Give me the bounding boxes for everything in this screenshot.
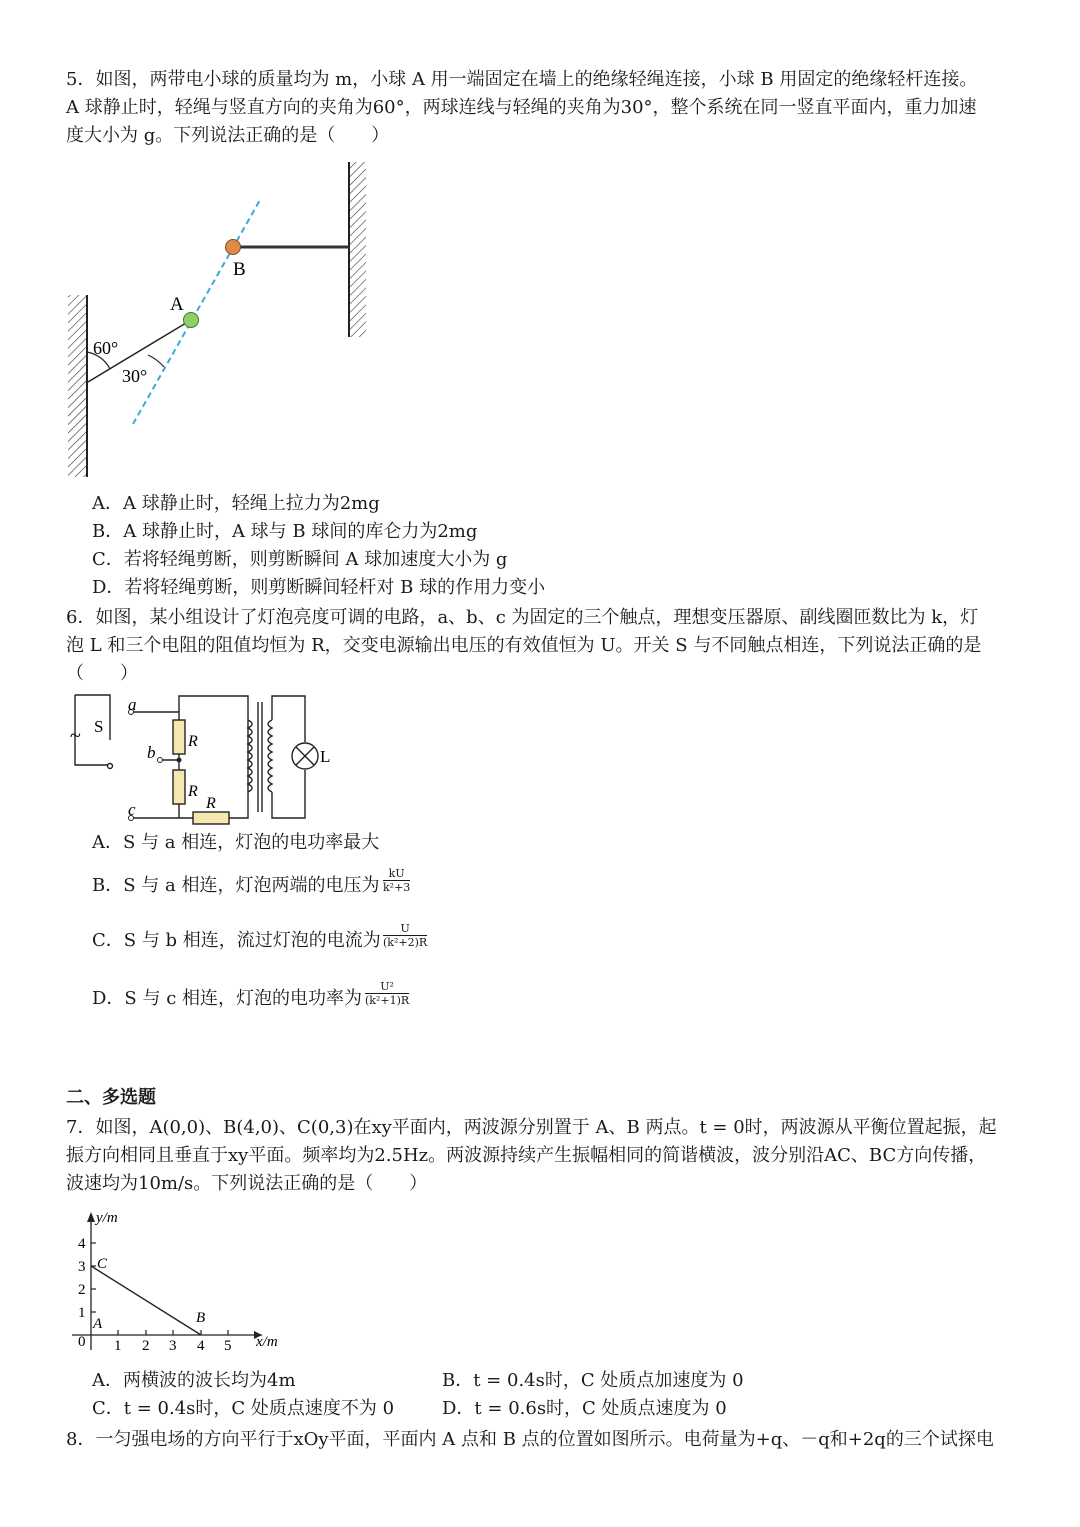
- angle-60-label: 60°: [93, 338, 119, 358]
- q7-line2: 振方向相同且垂直于xy平面。频率均为2.5Hz。两波源持续产生振幅相同的简谐横波，波分别沿AC、BC方向传播，: [66, 1145, 987, 1166]
- fraction-denominator: (k²+2)R: [383, 936, 428, 949]
- fraction-numerator: U: [383, 922, 427, 936]
- label-r3: R: [206, 795, 216, 812]
- q7-line1: 7．如图，A(0,0)、B(4,0)、C(0,3)在xy平面内，两波源分别置于 A、B 两点。t = 0时，两波源从平衡位置起振，起: [66, 1117, 997, 1138]
- origin-label: 0: [78, 1334, 86, 1350]
- x-tick-label-1: 1: [114, 1338, 122, 1354]
- q5-option-b: B．A 球静止时，A 球与 B 球间的库仑力为2mg: [92, 521, 478, 542]
- segment-cb: [91, 1266, 201, 1335]
- ac-source-symbol: ~: [70, 725, 81, 747]
- fraction-numerator: U²: [365, 980, 409, 994]
- label-contact-b: b: [147, 743, 156, 762]
- x-tick-label-5: 5: [224, 1338, 232, 1354]
- y-arrow: [87, 1212, 95, 1222]
- label-r1: R: [188, 733, 198, 750]
- y-axis-label: y/m: [96, 1210, 118, 1226]
- point-c-label: C: [97, 1256, 108, 1272]
- q8-line1: 8．一匀强电场的方向平行于xOy平面，平面内 A 点和 B 点的位置如图所示。电荷量为+q、－q和+2q的三个试探电: [66, 1429, 994, 1450]
- y-tick-label-1: 1: [78, 1305, 86, 1321]
- q6-option-c: C．S 与 b 相连，流过灯泡的电流为: [92, 930, 381, 951]
- x-axis-label: x/m: [256, 1334, 278, 1350]
- q6-option-d: D．S 与 c 相连，灯泡的电功率为: [92, 988, 363, 1009]
- q6-line2: 泡 L 和三个电阻的阻值均恒为 R，交变电源输出电压的有效值恒为 U。开关 S 与不同触点相连，下列说法正确的是: [66, 635, 982, 656]
- fraction-denominator: (k²+1)R: [365, 994, 410, 1007]
- q6-option-b: B．S 与 a 相连，灯泡两端的电压为: [92, 875, 380, 896]
- angle-30-label: 30°: [122, 366, 148, 386]
- fraction-denominator: k²+3: [383, 881, 411, 894]
- x-tick-label-3: 3: [169, 1338, 177, 1354]
- label-a: A: [170, 294, 184, 315]
- label-contact-a: a: [128, 695, 137, 714]
- q6-line3: （ ）: [66, 663, 138, 684]
- q7-option-a: A．两横波的波长均为4m: [92, 1370, 296, 1391]
- q5-line1: 5．如图，两带电小球的质量均为 m，小球 A 用一端固定在墙上的绝缘轻绳连接，小球 B 用固定的绝缘轻杆连接。: [66, 69, 978, 90]
- point-a-label: A: [93, 1316, 103, 1332]
- q7-option-d: D．t = 0.6s时，C 处质点速度为 0: [442, 1398, 727, 1419]
- q6-line1: 6．如图，某小组设计了灯泡亮度可调的电路，a、b、c 为固定的三个触点，理想变压器原、副线圈匝数比为 k，灯: [66, 607, 979, 628]
- label-b: B: [233, 259, 246, 280]
- section-heading: 二、多选题: [66, 1087, 156, 1108]
- q7-line3: 波速均为10m/s。下列说法正确的是（ ）: [66, 1173, 428, 1194]
- y-tick-label-3: 3: [78, 1259, 86, 1275]
- x-tick-label-4: 4: [197, 1338, 205, 1354]
- q5-option-d: D．若将轻绳剪断，则剪断瞬间轻杆对 B 球的作用力变小: [92, 577, 546, 598]
- label-s: S: [94, 717, 104, 736]
- x-tick-label-2: 2: [142, 1338, 150, 1354]
- q6-option-a: A．S 与 a 相连，灯泡的电功率最大: [92, 832, 380, 853]
- q7-option-c: C．t = 0.4s时，C 处质点速度不为 0: [92, 1398, 395, 1419]
- label-l: L: [320, 747, 331, 766]
- q5-line3: 度大小为 g。下列说法正确的是（ ）: [66, 125, 390, 146]
- q5-option-a: A．A 球静止时，轻绳上拉力为2mg: [92, 493, 380, 514]
- fraction-numerator: kU: [383, 867, 410, 881]
- q5-line2: A 球静止时，轻绳与竖直方向的夹角为60°，两球连线与轻绳的夹角为30°，整个系统在同一竖直平面内，重力加速: [66, 97, 977, 118]
- y-tick-label-4: 4: [78, 1236, 86, 1252]
- label-contact-c: c: [128, 800, 136, 819]
- point-b-label: B: [196, 1310, 206, 1326]
- label-r2: R: [188, 783, 198, 800]
- y-tick-label-2: 2: [78, 1282, 86, 1298]
- q7-option-b: B．t = 0.4s时，C 处质点加速度为 0: [442, 1370, 744, 1391]
- q5-option-c: C．若将轻绳剪断，则剪断瞬间 A 球加速度大小为 g: [92, 549, 508, 570]
